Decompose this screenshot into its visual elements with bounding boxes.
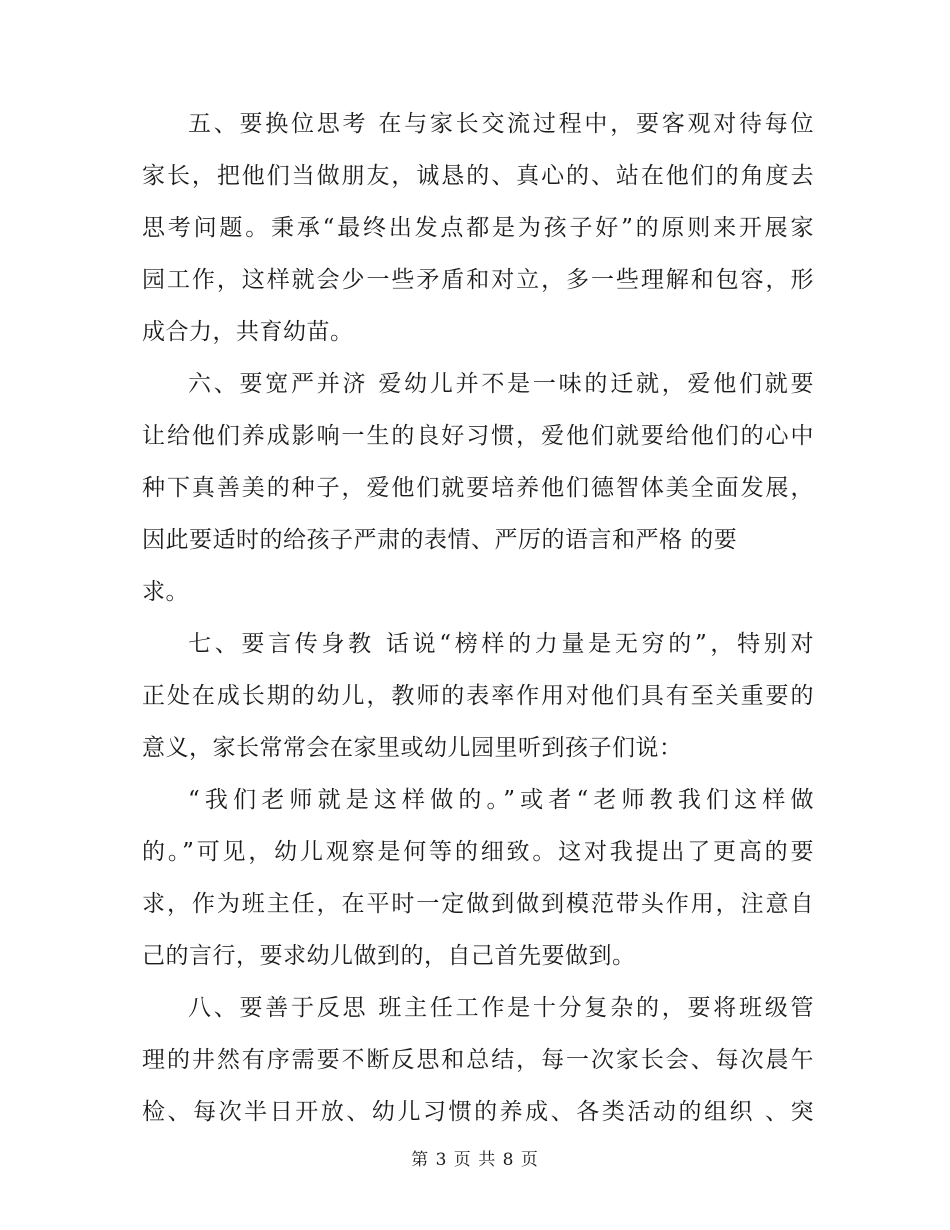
paragraph-line: 己的言行，要求幼儿做到的，自己首先要做到。 <box>142 943 636 969</box>
paragraph-line: 求。 <box>142 579 189 605</box>
paragraph-line: 的。”可见，幼儿观察是何等的细致。这对我提出了更高的要 <box>142 839 814 865</box>
page-number: 第 3 页 共 8 页 <box>411 1150 539 1170</box>
paragraph-line: 正处在成长期的幼儿，教师的表率作用对他们具有至关重要的 <box>142 683 814 709</box>
paragraph-line: 六、要宽严并济 爱幼儿并不是一味的迁就，爱他们就要 <box>188 371 814 397</box>
paragraph-line: 思考问题。秉承“最终出发点都是为孩子好”的原则来开展家 <box>142 215 814 241</box>
paragraph-line: 八、要善于反思 班主任工作是十分复杂的，要将班级管 <box>188 995 814 1021</box>
paragraph-line: 七、要言传身教 话说“榜样的力量是无穷的”，特别对 <box>188 631 814 657</box>
paragraph-line: 园工作，这样就会少一些矛盾和对立，多一些理解和包容，形 <box>142 267 814 293</box>
paragraph-line: “我们老师就是这样做的。”或者“老师教我们这样做 <box>188 787 814 813</box>
paragraph-line: 理的井然有序需要不断反思和总结，每一次家长会、每次晨午 <box>142 1047 814 1073</box>
paragraph-line: 种下真善美的种子，爱他们就要培养他们德智体美全面发展， <box>142 475 814 501</box>
paragraph-line: 检、每次半日开放、幼儿习惯的养成、各类活动的组织 、突 <box>142 1099 814 1125</box>
document-body <box>142 98 814 1138</box>
paragraph-line: 意义，家长常常会在家里或幼儿园里听到孩子们说： <box>142 735 683 761</box>
paragraph-line: 成合力，共育幼苗。 <box>142 319 354 345</box>
paragraph-line: 因此要适时的给孩子严肃的表情、严厉的语言和严格 的要 <box>142 527 738 553</box>
paragraph-line: 让给他们养成影响一生的良好习惯，爱他们就要给他们的心中 <box>142 423 814 449</box>
paragraph-line: 求，作为班主任，在平时一定做到做到模范带头作用，注意自 <box>142 891 814 917</box>
paragraph-line: 家长，把他们当做朋友，诚恳的、真心的、站在他们的角度去 <box>142 163 814 189</box>
paragraph-line: 五、要换位思考 在与家长交流过程中，要客观对待每位 <box>188 111 814 137</box>
